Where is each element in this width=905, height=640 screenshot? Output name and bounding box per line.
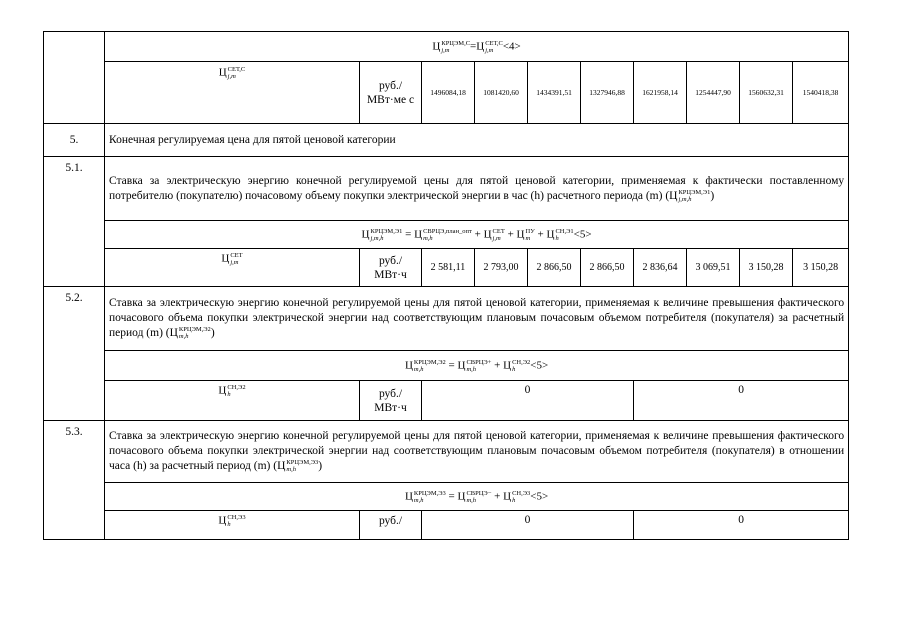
values-row-5-3 — [44, 511, 849, 540]
values-row-5-2 — [44, 381, 849, 421]
tariff-table — [43, 31, 849, 540]
value-cell: 3 069,51 — [687, 249, 740, 287]
section-title: Конечная регулируемая цена для пятой ценовой категории — [105, 124, 849, 157]
section-number: 5.2. — [44, 287, 105, 421]
formula-row-5-1 — [44, 221, 849, 249]
value-cell: 1560632,31 — [740, 62, 793, 124]
value-cell: 1081420,60 — [475, 62, 528, 124]
formula-4: Ц КРЦЭМ,С j,m =Ц СЕТ,С j,m <4> — [105, 32, 849, 62]
value-cell: 2 836,64 — [634, 249, 687, 287]
value-cell: 0 — [634, 381, 849, 421]
section-5-row — [44, 124, 849, 157]
section-description: Ставка за электрическую энергию конечной регулируемой цены для пятой ценовой категории, применяемая к величине превышения фактического почасового объема покупки электрической энергии над соответствующим плановым почасовым объемом потребителя (покупателя) в отношении часа (h) за расчетный период (m) (Ц КРЦЭМ,Э3 m,h ) — [105, 421, 849, 483]
values-row-set-c — [44, 62, 849, 124]
empty-number-cell — [44, 32, 105, 124]
unit-cell: руб./ — [360, 511, 422, 540]
value-cell: 1327946,88 — [581, 62, 634, 124]
value-cell: 2 793,00 — [475, 249, 528, 287]
value-cell: 1254447,90 — [687, 62, 740, 124]
section-5-1-row — [44, 157, 849, 221]
symbol-sn-e2: Ц СН,Э2 h — [105, 381, 360, 421]
unit-cell: руб./ МВт·ч — [360, 249, 422, 287]
value-cell: 3 150,28 — [793, 249, 849, 287]
value-cell: 0 — [422, 381, 634, 421]
symbol-set: Ц СЕТ j,m — [105, 249, 360, 287]
formula-5-2: Ц КРЦЭМ,Э2 m,h = Ц СВРЦЭ+ m,h + Ц СН,Э2 h <5> — [105, 351, 849, 381]
value-cell: 0 — [422, 511, 634, 540]
formula-5-1: Ц КРЦЭМ,Э1 j,m,h = Ц СВРЦЭ,план_опт m,h + Ц СЕТ j,m + Ц ПУ m + Ц СН,Э1 h <5> — [105, 221, 849, 249]
value-cell: 1434391,51 — [528, 62, 581, 124]
value-cell: 2 866,50 — [528, 249, 581, 287]
formula-5-3: Ц КРЦЭМ,Э3 m,h = Ц СВРЦЭ− m,h + Ц СН,Э3 h <5> — [105, 483, 849, 511]
section-5-2-row — [44, 287, 849, 351]
value-cell: 0 — [634, 511, 849, 540]
formula-row-5-2 — [44, 351, 849, 381]
value-cell: 1621958,14 — [634, 62, 687, 124]
section-number: 5.1. — [44, 157, 105, 287]
values-row-5-1 — [44, 249, 849, 287]
value-cell: 1540418,38 — [793, 62, 849, 124]
formula-row-5-3 — [44, 483, 849, 511]
value-cell: 2 866,50 — [581, 249, 634, 287]
unit-cell: руб./ МВт·ч — [360, 381, 422, 421]
value-cell: 3 150,28 — [740, 249, 793, 287]
section-number: 5. — [44, 124, 105, 157]
section-description: Ставка за электрическую энергию конечной регулируемой цены для пятой ценовой категории, применяемая к фактически поставленному потребителю (покупателю) почасовому объему покупки электрической энергии в час (h) расчетного периода (m) (Ц КРЦЭМ,Э1 j,m,h ) — [105, 157, 849, 221]
section-number: 5.3. — [44, 421, 105, 540]
symbol-set-c: Ц СЕТ,С j,m — [105, 62, 360, 124]
value-cell: 1496084,18 — [422, 62, 475, 124]
section-description: Ставка за электрическую энергию конечной регулируемой цены для пятой ценовой категории, применяемая к величине превышения фактического почасового объема покупки электрической энергии над соответствующим плановым почасовым объемом потребителя (покупателя) за расчетный период (m) (Ц КРЦЭМ,Э2 m,h ) — [105, 287, 849, 351]
value-cell: 2 581,11 — [422, 249, 475, 287]
formula-row-4 — [44, 32, 849, 62]
symbol-sn-e3: Ц СН,Э3 h — [105, 511, 360, 540]
section-5-3-row — [44, 421, 849, 483]
unit-cell: руб./ МВт·ме с — [360, 62, 422, 124]
